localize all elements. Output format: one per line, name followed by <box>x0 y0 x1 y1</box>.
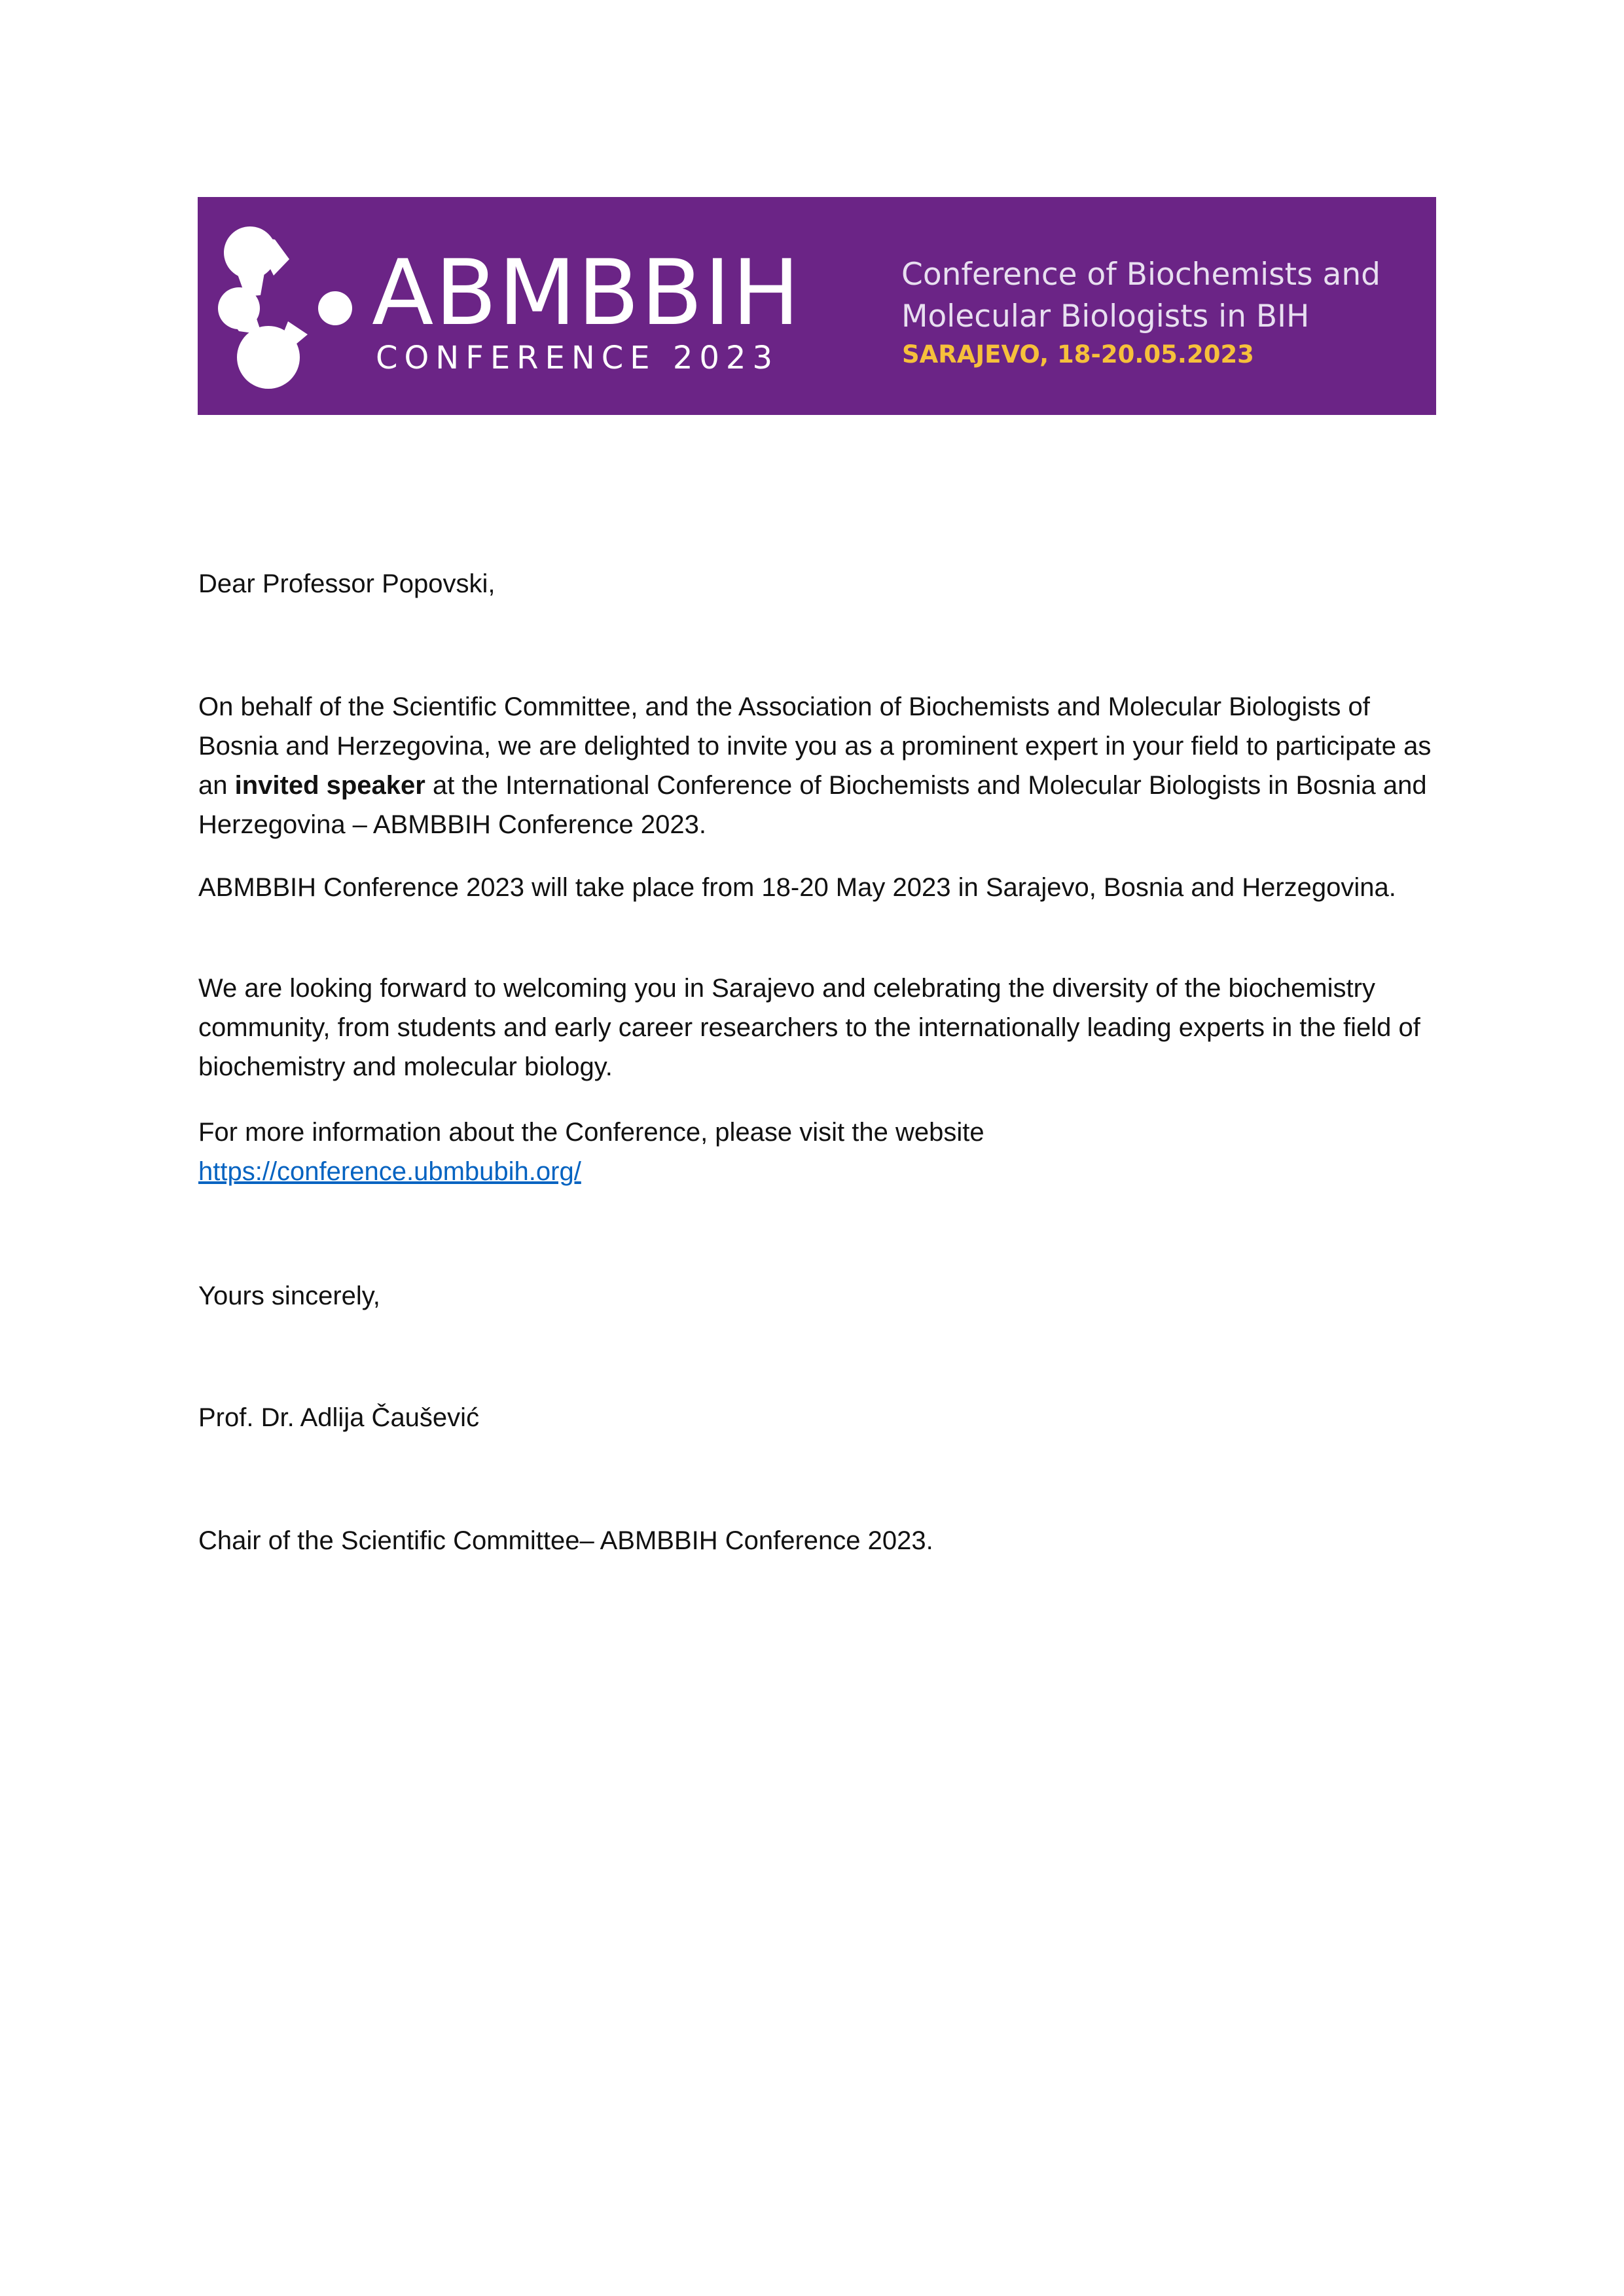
welcome-paragraph: We are looking forward to welcoming you in Sarajevo and celebrating the diversity of the biochemistry community, from students and early career researchers to the internationally leading experts in the field of biochemistry and molecular biology. <box>198 974 1420 1081</box>
conference-banner <box>198 197 1436 415</box>
invitation-text-end: at the International Conference of Biochemists and Molecular Biologists in Bosnia and Herzegovina – ABMBBIH Conference 2023. <box>198 771 1427 839</box>
brand-edition: CONFERENCE 2023 <box>376 340 779 376</box>
conference-location-dates: SARAJEVO, 18-20.05.2023 <box>902 340 1254 368</box>
signer-name: Prof. Dr. Adlija Čaušević <box>198 1403 480 1432</box>
conference-title-line-1: Conference of Biochemists and <box>901 257 1380 293</box>
letter-salutation: Dear Professor Popovski, <box>198 569 496 598</box>
invitation-text-start: On behalf of the Scientific Committee, and the Association of Biochemists and Molecular Biologists of Bosnia and Herzegovina, we are delighted to invite you as a prominent expert in your field to participate as an <box>198 692 1432 800</box>
website-intro-text: For more information about the Conference, please visit the website <box>198 1118 984 1147</box>
molecule-logo-icon <box>209 223 360 393</box>
brand-name: ABMBBIH <box>372 240 801 346</box>
conference-title <box>901 254 1380 338</box>
invitation-paragraph <box>198 687 1435 844</box>
event-dates-paragraph: ABMBBIH Conference 2023 will take place from 18-20 May 2023 in Sarajevo, Bosnia and Herzegovina. <box>198 873 1396 902</box>
invitation-role-emphasis: invited speaker <box>234 771 425 800</box>
signer-role: Chair of the Scientific Committee– ABMBBIH Conference 2023. <box>198 1526 933 1555</box>
conference-title-line-2: Molecular Biologists in BIH <box>901 298 1310 334</box>
conference-website-link[interactable]: https://conference.ubmbubih.org/ <box>198 1157 581 1186</box>
website-paragraph <box>198 1113 1435 1191</box>
letter-closing: Yours sincerely, <box>198 1282 380 1310</box>
